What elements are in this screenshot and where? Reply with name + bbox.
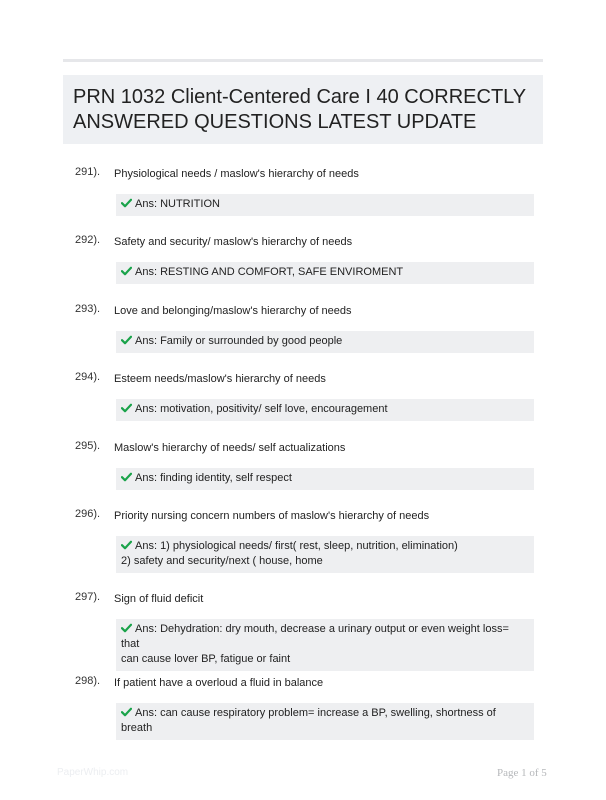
answer-text: Ans: Dehydration: dry mouth, decrease a urinary output or even weight loss= that bbox=[121, 623, 509, 651]
question-text: Safety and security/ maslow's hierarchy of needs bbox=[114, 236, 353, 249]
question-item bbox=[63, 166, 543, 234]
question-item bbox=[63, 440, 543, 508]
question-number: 291). bbox=[75, 166, 101, 178]
answer-text: Ans: can cause respiratory problem= increase a BP, swelling, shortness of breath bbox=[121, 706, 496, 734]
question-number: 296). bbox=[75, 507, 101, 520]
check-icon bbox=[121, 403, 132, 413]
answer-text: Ans: RESTING AND COMFORT, SAFE ENVIROMENT bbox=[135, 266, 404, 279]
document-title: PRN 1032 Client-Centered Care I 40 CORRECTLY ANSWERED QUESTIONS LATEST UPDATE bbox=[73, 86, 526, 133]
document-header bbox=[63, 75, 543, 144]
page-indicator: Page 1 of 5 bbox=[497, 767, 547, 779]
answer-box bbox=[116, 703, 534, 740]
answer-text: Ans: NUTRITION bbox=[135, 198, 220, 210]
question-item bbox=[63, 303, 543, 371]
answer-box bbox=[116, 619, 534, 671]
answer-text: Ans: Family or surrounded by good people bbox=[135, 334, 343, 347]
answer-box bbox=[116, 262, 534, 284]
answer-text: Ans: motivation, positivity/ self love, encouragement bbox=[135, 403, 388, 416]
check-icon bbox=[121, 623, 132, 633]
answer-text-continued: 2) safety and security/next ( house, home bbox=[121, 554, 323, 567]
answer-box bbox=[116, 194, 534, 216]
question-text: Physiological needs / maslow's hierarchy of needs bbox=[114, 168, 359, 180]
answer-text: Ans: 1) physiological needs/ first( rest, sleep, nutrition, elimination) bbox=[135, 539, 458, 552]
check-icon bbox=[121, 472, 132, 482]
check-icon bbox=[121, 198, 132, 208]
question-text: Priority nursing concern numbers of maslow's hierarchy of needs bbox=[114, 509, 430, 522]
answer-text-continued: can cause lover BP, fatigue or faint bbox=[121, 653, 291, 666]
question-number: 293). bbox=[75, 302, 101, 315]
answer-text: Ans: finding identity, self respect bbox=[135, 471, 292, 484]
question-number: 297). bbox=[75, 591, 101, 604]
check-icon bbox=[121, 707, 132, 717]
footer-watermark: PaperWhip.com bbox=[57, 767, 129, 778]
answer-box bbox=[116, 468, 534, 490]
question-text: Sign of fluid deficit bbox=[114, 593, 204, 606]
check-icon bbox=[121, 266, 132, 276]
question-item bbox=[63, 371, 543, 439]
question-item bbox=[63, 591, 543, 674]
question-number: 298). bbox=[75, 674, 101, 687]
question-text: If patient have a overloud a fluid in balance bbox=[114, 676, 324, 689]
question-number: 295). bbox=[75, 439, 101, 452]
check-icon bbox=[121, 335, 132, 345]
question-text: Maslow's hierarchy of needs/ self actualizations bbox=[114, 441, 346, 454]
question-number: 292). bbox=[75, 234, 101, 247]
top-divider bbox=[63, 59, 543, 62]
answer-box bbox=[116, 331, 534, 353]
question-text: Esteem needs/maslow's hierarchy of needs bbox=[114, 373, 326, 386]
check-icon bbox=[121, 540, 132, 550]
question-item bbox=[63, 675, 543, 743]
answer-box bbox=[116, 399, 534, 421]
question-item bbox=[63, 234, 543, 302]
answer-box bbox=[116, 536, 534, 573]
question-text: Love and belonging/maslow's hierarchy of needs bbox=[114, 304, 352, 317]
question-number: 294). bbox=[75, 371, 101, 384]
question-list bbox=[63, 166, 543, 743]
question-item bbox=[63, 508, 543, 591]
